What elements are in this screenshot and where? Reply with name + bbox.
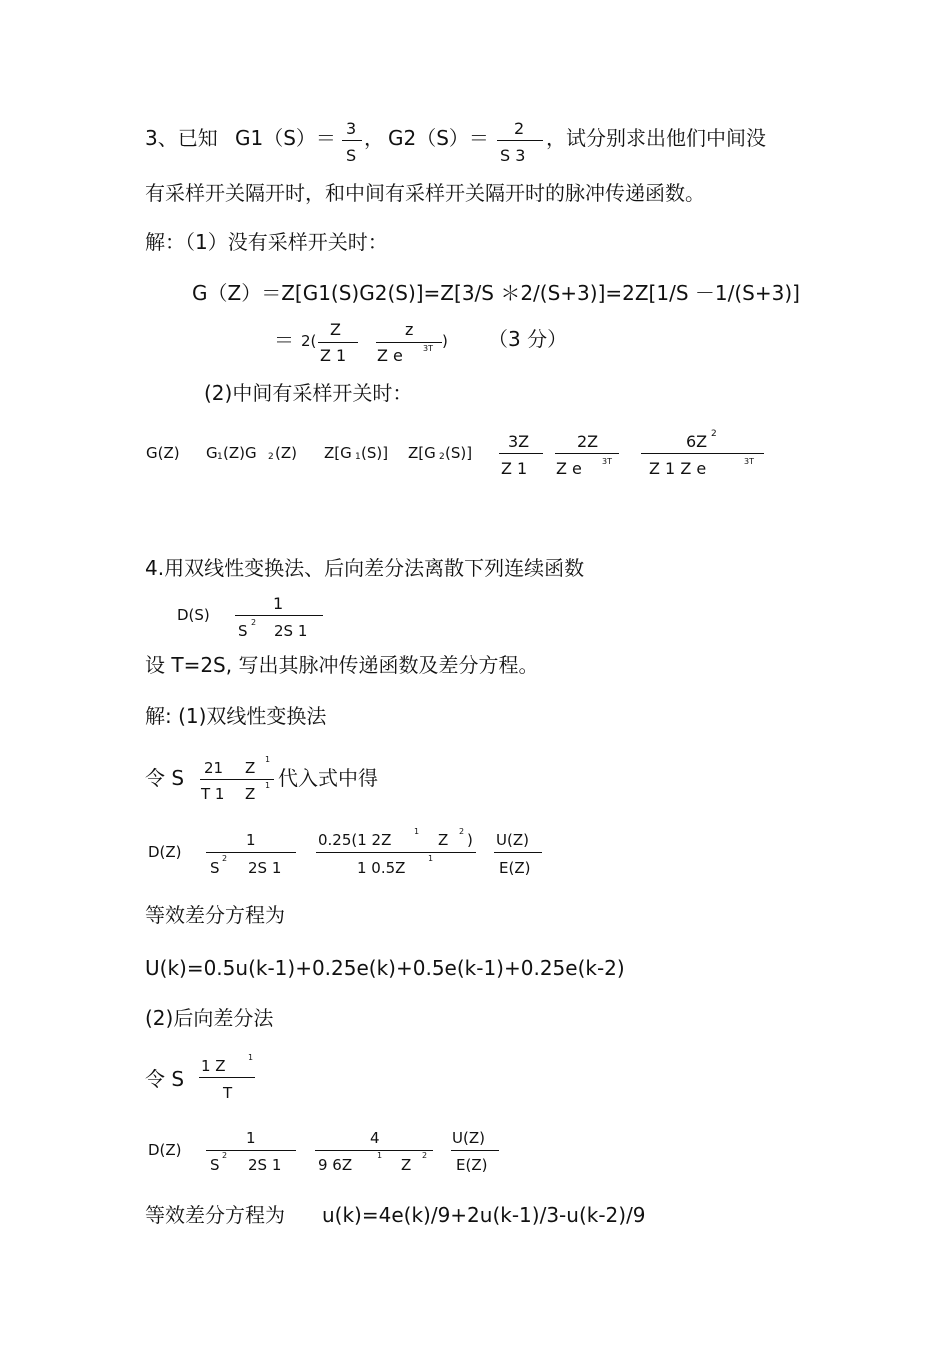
dz2-f1-num: 1 xyxy=(246,1129,256,1147)
eq3-frac1-num: 3Z xyxy=(508,432,530,451)
dz1-f1-num: 1 xyxy=(246,831,256,849)
dz2-f3-den: E(Z) xyxy=(456,1156,488,1174)
let1-den-a: T 1 xyxy=(201,785,225,803)
dz2-lhs: D(Z) xyxy=(148,1141,182,1159)
g1-fraction-bar xyxy=(342,140,362,141)
let1-den-exp: 1 xyxy=(265,781,271,790)
eq3-g-sub1: 1 xyxy=(217,452,223,462)
eq3-z: (Z) xyxy=(275,444,297,462)
let1-num-z: Z xyxy=(245,759,256,777)
dz2-f2-bar xyxy=(315,1150,433,1151)
eq3-g-sub2: 2 xyxy=(268,452,274,462)
dz2-f2-den-z: Z xyxy=(401,1156,412,1174)
q3-line1-tail: ，试分别求出他们中间没 xyxy=(546,126,766,150)
eq3-zg1-sub: 1 xyxy=(355,452,361,462)
q3-part2-heading: (2)中间有采样开关时： xyxy=(204,381,413,405)
eq3-frac2-bar xyxy=(555,453,619,454)
let1-den-z: Z xyxy=(245,785,256,803)
dz2-f1-den-exp: 2 xyxy=(222,1151,228,1160)
dz2-f2-den-a: 9 6Z xyxy=(318,1156,353,1174)
g2-numerator: 2 xyxy=(514,119,525,138)
dz1-f2-den-exp: 1 xyxy=(428,854,434,863)
eq2-frac1-den: Z 1 xyxy=(320,346,347,365)
dz2-f1-den-rest: 2S 1 xyxy=(248,1156,282,1174)
let2-num: 1 Z xyxy=(201,1057,226,1075)
eq3-frac3-num-exp: 2 xyxy=(711,429,717,439)
ds-den-exp: 2 xyxy=(251,618,257,627)
eq3-frac3-den: Z 1 Z e xyxy=(649,459,707,478)
q4-solution-heading: 解: (1)双线性变换法 xyxy=(145,704,327,728)
eq2-coefficient: 2( xyxy=(301,332,317,350)
eq3-frac3-num: 6Z xyxy=(686,432,708,451)
g1-denominator: S xyxy=(346,146,357,165)
dz1-f3-bar xyxy=(494,852,542,853)
dz1-f2-num-a: 0.25(1 2Z xyxy=(318,831,392,849)
dz2-f3-bar xyxy=(451,1150,499,1151)
diff-heading-1: 等效差分方程为 xyxy=(145,903,285,927)
ds-lhs: D(S) xyxy=(177,606,210,624)
eq2-frac2-bar xyxy=(376,342,442,343)
g1-numerator: 3 xyxy=(346,119,357,138)
dz1-f2-num-z: Z xyxy=(438,831,449,849)
score-note: （3 分） xyxy=(488,327,568,351)
dz1-f2-num-exp2: 2 xyxy=(459,827,465,836)
let1-num-a: 21 xyxy=(204,759,224,777)
q4-given: 设 T=2S, 写出其脉冲传递函数及差分方程。 xyxy=(145,653,539,677)
g1-label: G1（S）＝ xyxy=(235,126,336,150)
eq2-frac1-bar xyxy=(318,342,358,343)
dz1-lhs: D(Z) xyxy=(148,843,182,861)
eq3-zg1: Z[G xyxy=(324,444,352,462)
eq3-s1: (S)] xyxy=(361,444,389,462)
dz2-f2-den-exp1: 1 xyxy=(377,1151,383,1160)
eq2-frac2-num: z xyxy=(405,320,414,339)
difference-equation-1: U(k)=0.5u(k-1)+0.25e(k)+0.5e(k-1)+0.25e(k-2) xyxy=(145,956,625,980)
g2-fraction-bar xyxy=(497,140,543,141)
q3-solution-heading: 解：（1）没有采样开关时： xyxy=(145,230,388,254)
dz2-f1-den-s: S xyxy=(210,1156,220,1174)
separator-comma: ， xyxy=(364,126,384,150)
q3-prefix: 3、已知 xyxy=(145,126,218,150)
let2-prefix: 令 S xyxy=(145,1067,185,1091)
dz2-f2-den-exp2: 2 xyxy=(422,1151,428,1160)
g2-denominator: S 3 xyxy=(500,146,526,165)
eq3-frac2-den: Z e xyxy=(556,459,582,478)
eq3-g: G xyxy=(206,444,218,462)
eq3-s2: (S)] xyxy=(445,444,473,462)
difference-equation-2: u(k)=4e(k)/9+2u(k-1)/3-u(k-2)/9 xyxy=(322,1203,646,1227)
ds-fraction-bar xyxy=(235,615,323,616)
let2-num-exp: 1 xyxy=(248,1053,254,1062)
g2-label: G2（S）＝ xyxy=(388,126,489,150)
dz1-f3-num: U(Z) xyxy=(496,831,529,849)
eq3-frac2-num: 2Z xyxy=(577,432,599,451)
dz1-f1-bar xyxy=(206,852,296,853)
eq3-frac1-den: Z 1 xyxy=(501,459,528,478)
let1-prefix: 令 S xyxy=(145,766,185,790)
dz2-f2-num: 4 xyxy=(370,1129,380,1147)
eq3-zg: (Z)G xyxy=(223,444,257,462)
dz1-f2-den: 1 0.5Z xyxy=(357,859,406,877)
diff-heading-2: 等效差分方程为 xyxy=(145,1203,285,1227)
dz1-f2-bar xyxy=(316,852,476,853)
let1-suffix: 代入式中得 xyxy=(278,766,378,790)
dz1-f2-num-exp1: 1 xyxy=(414,827,420,836)
let2-fraction-bar xyxy=(199,1077,255,1078)
dz2-f1-bar xyxy=(206,1150,296,1151)
eq3-frac1-bar xyxy=(499,453,543,454)
eq2-frac1-num: Z xyxy=(330,320,341,339)
dz2-f3-num: U(Z) xyxy=(452,1129,485,1147)
eq2-frac2-den: Z e xyxy=(377,346,403,365)
q3-line2: 有采样开关隔开时，和中间有采样开关隔开时的脉冲传递函数。 xyxy=(145,181,705,205)
eq2-close-paren: ) xyxy=(442,332,448,350)
eq3-frac3-exp: 3T xyxy=(744,457,754,466)
dz1-f1-den-s: S xyxy=(210,859,220,877)
let2-den: T xyxy=(223,1084,233,1102)
ds-num: 1 xyxy=(273,594,284,613)
eq3-frac2-exp: 3T xyxy=(602,457,612,466)
eq3-zg2: Z[G xyxy=(408,444,436,462)
ds-den-rest: 2S 1 xyxy=(274,622,308,640)
dz1-f1-den-rest: 2S 1 xyxy=(248,859,282,877)
let1-num-exp: 1 xyxy=(265,755,271,764)
eq3-zg2-sub: 2 xyxy=(439,452,445,462)
q3-equation-1: G（Z）＝Z[G1(S)G2(S)]=Z[3/S ＊2/(S+3)]=2Z[1/S －1/(S+3)] xyxy=(192,281,800,305)
let1-fraction-bar xyxy=(200,779,274,780)
ds-den-s: S xyxy=(238,622,248,640)
eq2-equals: ＝ xyxy=(274,328,294,352)
dz1-f2-num-close: ) xyxy=(467,831,473,849)
eq3-frac3-bar xyxy=(641,453,764,454)
dz1-f3-den: E(Z) xyxy=(499,859,531,877)
q4-title: 4.用双线性变换法、后向差分法离散下列连续函数 xyxy=(145,556,585,580)
dz1-f1-den-exp: 2 xyxy=(222,854,228,863)
eq3-lhs: G(Z) xyxy=(146,444,180,462)
q4-part2-heading: (2)后向差分法 xyxy=(145,1006,274,1030)
eq2-frac2-exp: 3T xyxy=(423,344,433,353)
